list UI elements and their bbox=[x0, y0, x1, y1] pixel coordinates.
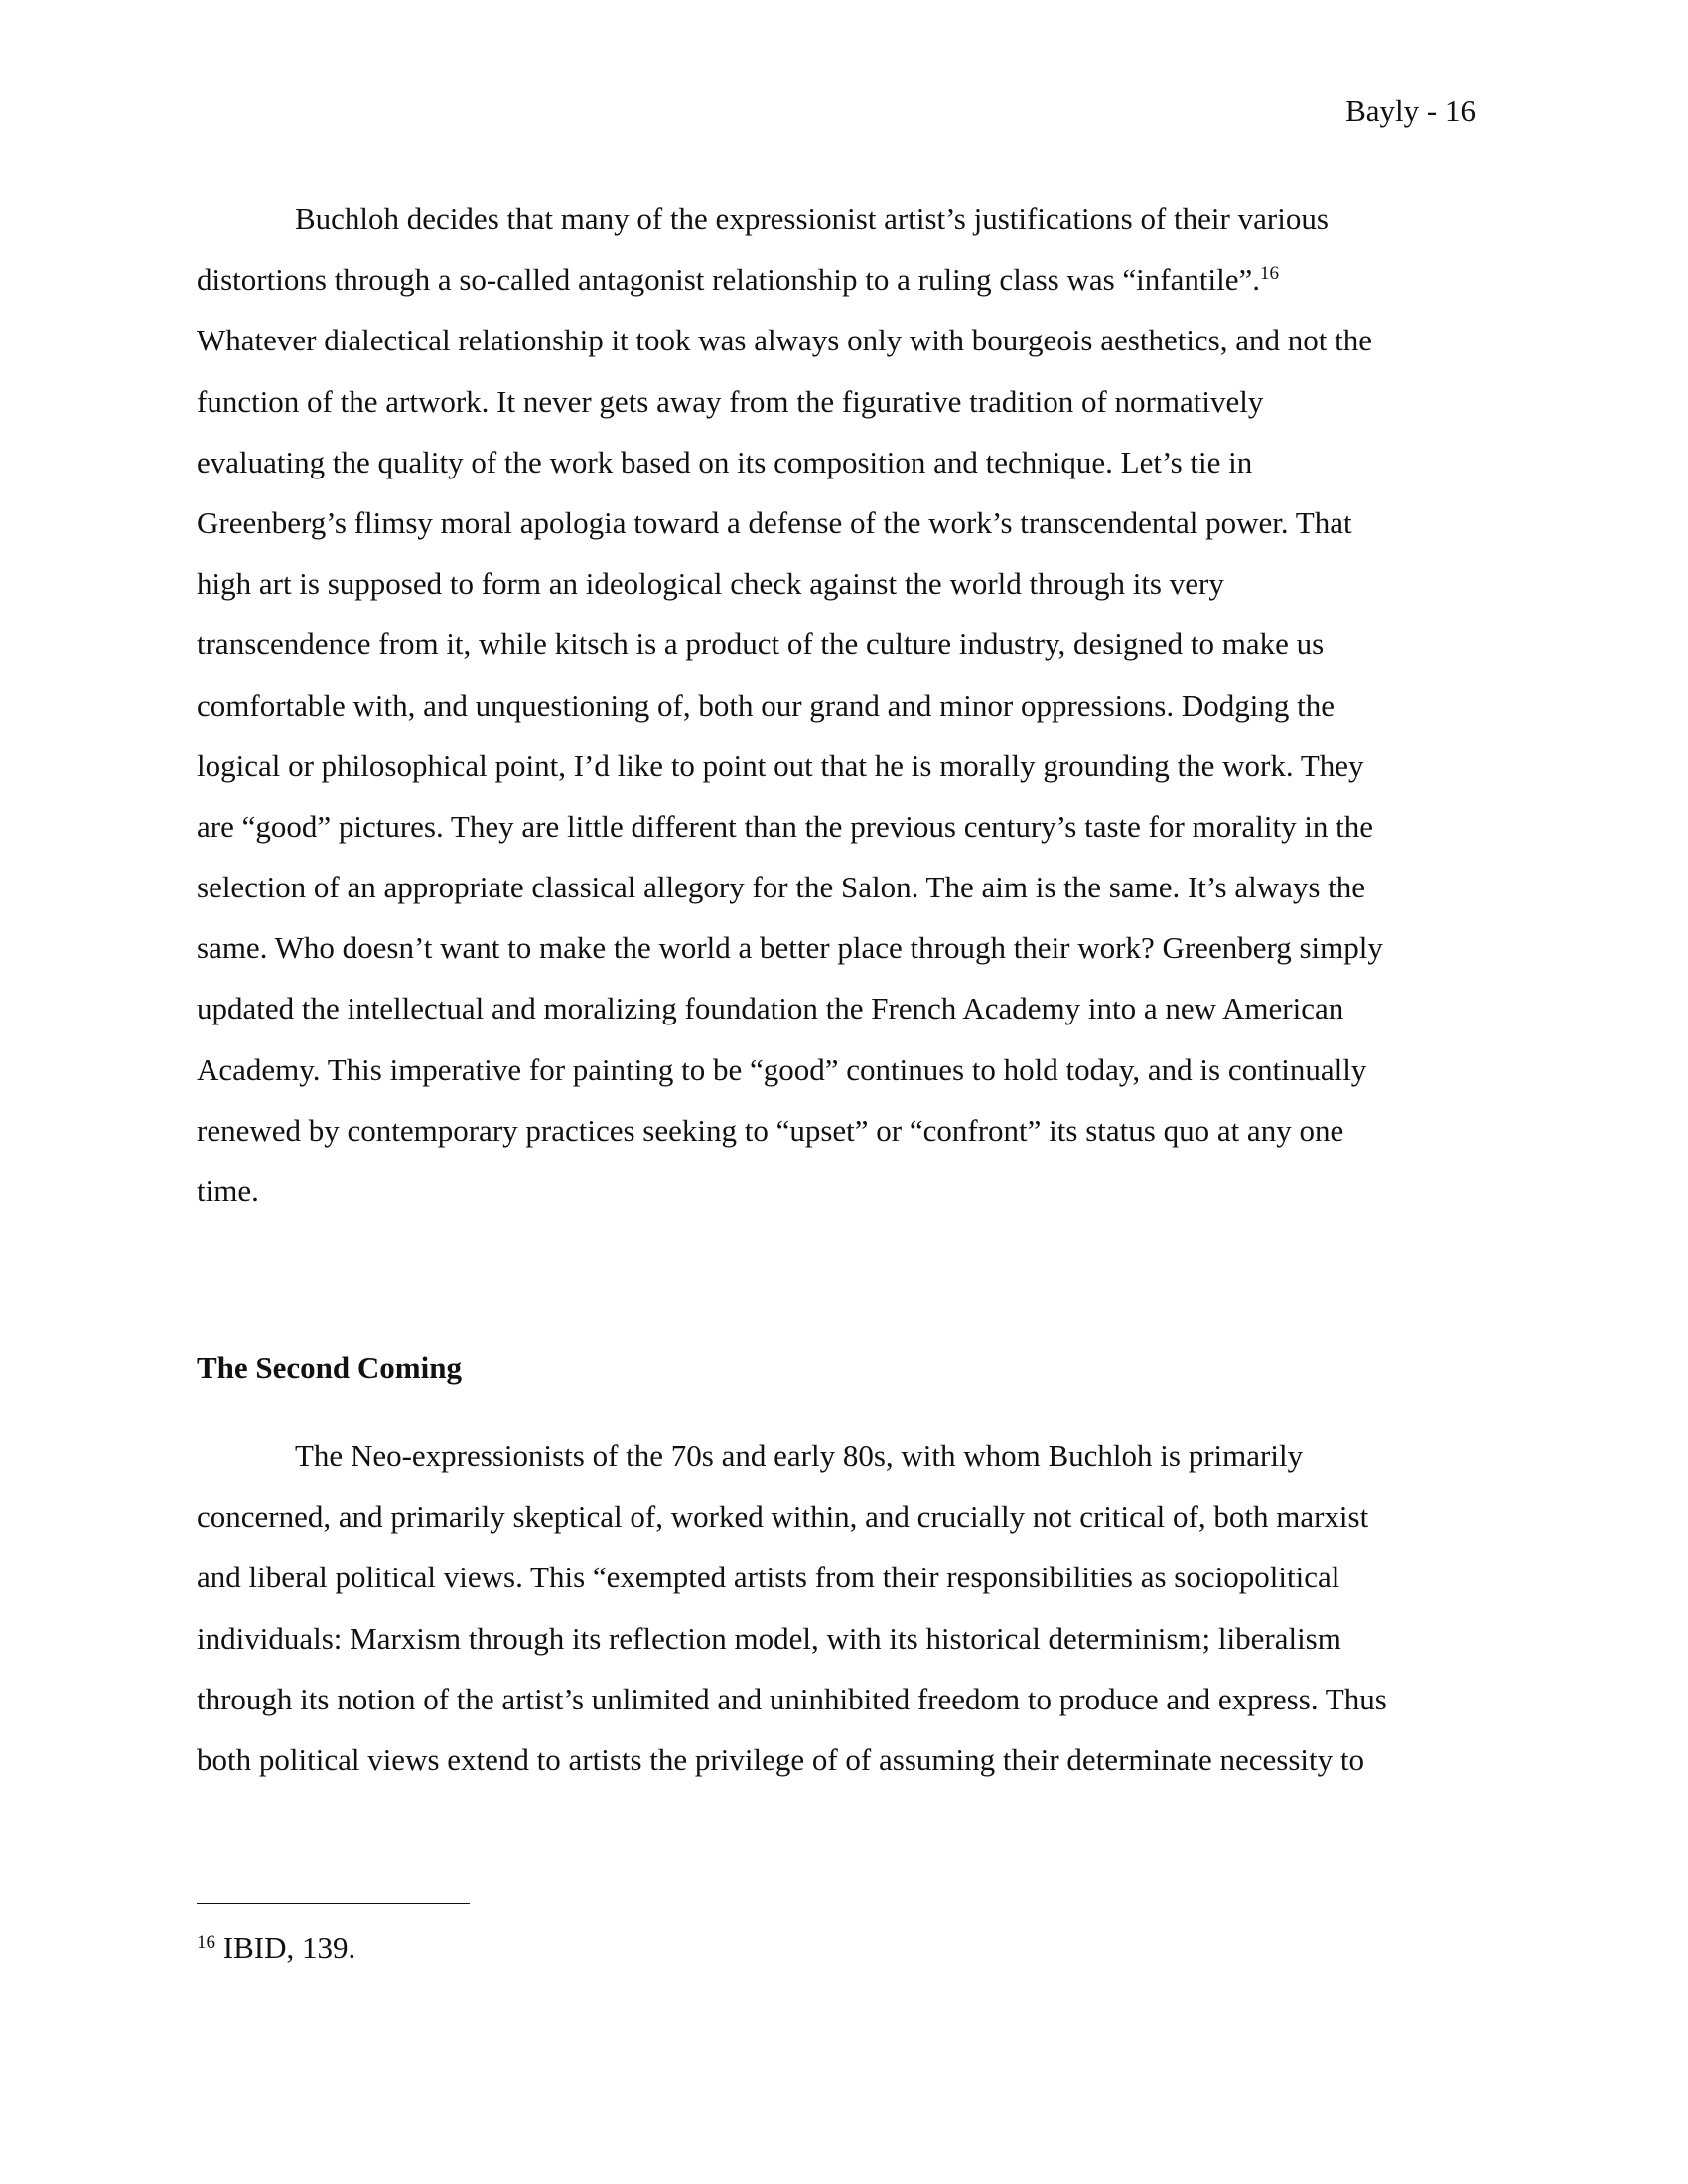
line-text: distortions through a so-called antagonist relationship to a ruling class was “infantile”. bbox=[197, 262, 1260, 298]
line-text: individuals: Marxism through its reflection model, with its historical determinism; liberalism bbox=[197, 1620, 1341, 1656]
text-line bbox=[197, 432, 1383, 492]
text-line bbox=[197, 1547, 1387, 1607]
line-text: The Neo-expressionists of the 70s and early 80s, with whom Buchloh is primarily bbox=[295, 1438, 1304, 1473]
section-heading: The Second Coming bbox=[197, 1350, 462, 1385]
line-text: logical or philosophical point, I’d like to point out that he is morally grounding the work. They bbox=[197, 748, 1364, 783]
text-line bbox=[197, 1608, 1387, 1669]
text-line bbox=[197, 371, 1383, 432]
footnote-text: IBID, 139. bbox=[215, 1930, 356, 1965]
line-text: Academy. This imperative for painting to be “good” continues to hold today, and is continually bbox=[197, 1051, 1367, 1087]
line-text: concerned, and primarily skeptical of, worked within, and crucially not critical of, both marxist bbox=[197, 1499, 1369, 1535]
footnote-reference[interactable]: 16 bbox=[1259, 263, 1279, 285]
body-paragraph-1 bbox=[197, 189, 1383, 1221]
text-line bbox=[197, 614, 1383, 674]
text-line bbox=[197, 917, 1383, 978]
line-text: through its notion of the artist’s unlimited and uninhibited freedom to produce and express. Thus bbox=[197, 1681, 1387, 1716]
body-paragraph-2 bbox=[197, 1426, 1387, 1790]
footnote-separator bbox=[197, 1903, 470, 1904]
line-text: time. bbox=[197, 1173, 259, 1208]
text-line bbox=[197, 675, 1383, 736]
text-line bbox=[197, 1486, 1387, 1547]
line-text: updated the intellectual and moralizing foundation the French Academy into a new American bbox=[197, 991, 1344, 1026]
line-text: comfortable with, and unquestioning of, both our grand and minor oppressions. Dodging the bbox=[197, 687, 1335, 723]
line-text: and liberal political views. This “exempted artists from their responsibilities as sociopolitical bbox=[197, 1560, 1340, 1595]
line-text: are “good” pictures. They are little different than the previous century’s taste for morality in the bbox=[197, 808, 1374, 844]
text-line bbox=[197, 1729, 1387, 1790]
line-text: same. Who doesn’t want to make the world a better place through their work? Greenberg simply bbox=[197, 930, 1383, 966]
footnote-number: 16 bbox=[197, 1932, 215, 1953]
text-line bbox=[197, 1160, 1383, 1221]
text-line bbox=[197, 249, 1383, 310]
text-line bbox=[197, 1039, 1383, 1100]
text-line bbox=[197, 857, 1383, 917]
text-line bbox=[197, 978, 1383, 1038]
line-text: selection of an appropriate classical allegory for the Salon. The aim is the same. It’s always the bbox=[197, 870, 1366, 905]
line-text: renewed by contemporary practices seeking to “upset” or “confront” its status quo at any one bbox=[197, 1112, 1344, 1148]
line-text: high art is supposed to form an ideological check against the world through its very bbox=[197, 566, 1224, 602]
text-line bbox=[197, 492, 1383, 553]
line-text: Whatever dialectical relationship it took was always only with bourgeois aesthetics, and not the bbox=[197, 323, 1372, 358]
text-line bbox=[197, 1426, 1387, 1486]
footnote bbox=[197, 1930, 355, 1966]
text-line bbox=[197, 189, 1383, 249]
line-text: both political views extend to artists the privilege of of assuming their determinate necessity to bbox=[197, 1741, 1364, 1777]
text-line bbox=[197, 796, 1383, 857]
line-text: evaluating the quality of the work based on its composition and technique. Let’s tie in bbox=[197, 444, 1253, 479]
text-line bbox=[197, 1669, 1387, 1729]
text-line bbox=[197, 310, 1383, 370]
text-line bbox=[197, 736, 1383, 796]
line-text: Greenberg’s flimsy moral apologia toward a defense of the work’s transcendental power. That bbox=[197, 504, 1352, 540]
line-text: function of the artwork. It never gets away from the figurative tradition of normatively bbox=[197, 383, 1264, 419]
text-line bbox=[197, 1100, 1383, 1160]
running-head: Bayly - 16 bbox=[1345, 93, 1476, 128]
text-line bbox=[197, 553, 1383, 614]
line-text: transcendence from it, while kitsch is a product of the culture industry, designed to make us bbox=[197, 626, 1325, 662]
line-text: Buchloh decides that many of the expressionist artist’s justifications of their various bbox=[295, 202, 1329, 236]
